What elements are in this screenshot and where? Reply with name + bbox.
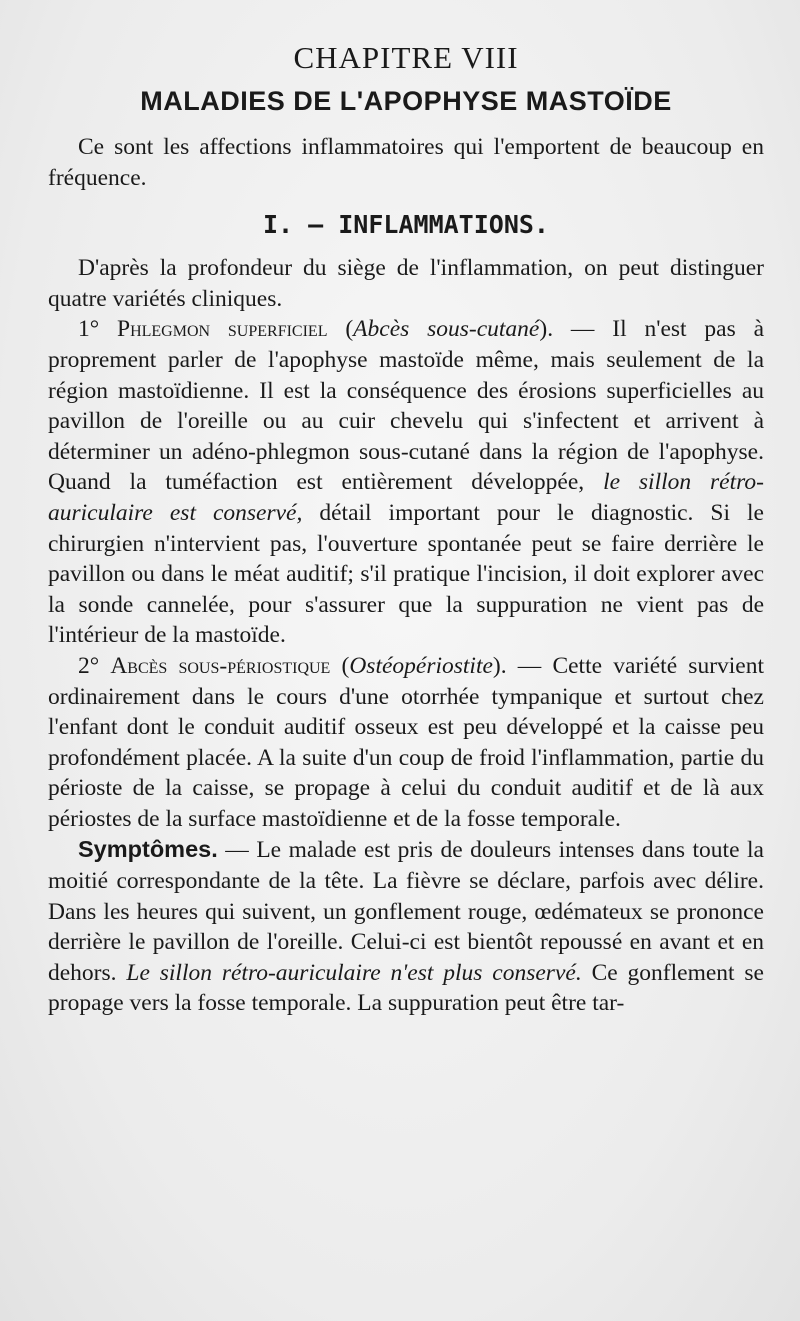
paragraph-varieties: D'après la profondeur du siège de l'inflammation, on peut distinguer quatre variétés cliniques. [48, 255, 764, 312]
chapter-title: MALADIES DE L'APOPHYSE MASTOÏDE [140, 86, 672, 116]
body-text: Cette variété survient ordinairement dans le cours d'une otorrhée tympanique et surtout chez l'enfant dont le conduit auditif osseux est peu développé et la caisse peu profondément placée. A la suite d'un coup de froid l'inflammation, partie du périoste de la caisse, se propage à celui du conduit auditif et de là aux périostes de la surface mastoïdienne et de la fosse temporale. [48, 652, 765, 832]
section-heading: I. — INFLAMMATIONS. [263, 210, 549, 240]
body-text: détail important pour le diagnostic. Si le chirurgien n'intervient pas, l'ouverture spontanée peut se faire derrière le pavillon ou dans le méat auditif; s'il pratique l'incision, il doit explorer avec la sonde cannelée, pour s'assurer que la suppuration ne vient pas de l'intérieur de la mastoïde. [48, 499, 764, 649]
intro-paragraph: Ce sont les affections inflammatoires qui l'emportent de beaucoup en fréquence. [48, 134, 764, 191]
emphasis-text: le sillon rétro-auriculaire est conservé, [48, 469, 764, 526]
paragraph-phlegmon [48, 314, 764, 651]
chapter-heading: CHAPITRE VIII [293, 40, 519, 75]
item-number: 2° [78, 652, 111, 679]
body-text: Il n'est pas à proprement parler de l'apophyse mastoïde même, mais seulement de la région mastoïdienne. Il est la conséquence des érosions superficielles au pavillon de l'oreille ou au cuir chevelu qui s'infectent et arrivent à déterminer un adéno-phlegmon sous-cutané dans la région de l'apophyse. Quand la tuméfaction est entièrement développée, [48, 316, 764, 496]
punct: ). — [539, 316, 613, 343]
item-subtitle: Ostéopériostite [349, 652, 493, 679]
punct: ). — [492, 652, 553, 679]
punct: ( [330, 652, 350, 679]
emphasis-text: Le sillon rétro-auriculaire n'est plus conservé. [126, 959, 582, 986]
body-text: Ce gonflement se propage vers la fosse temporale. La suppuration peut être tar- [48, 959, 764, 1017]
paragraph-abces [48, 651, 764, 835]
paragraph-symptomes [48, 834, 764, 1019]
punct: ( [327, 316, 354, 343]
item-heading: Phlegmon superficiel [117, 316, 328, 343]
item-subtitle: Abcès sous-cutané [353, 316, 540, 343]
body-text: — Le malade est pris de douleurs intenses dans toute la moitié correspondante de la tête. La fièvre se déclare, parfois avec délire. Dans les heures qui suivent, un gonflement rouge, œdémateux se prononce derrière le pavillon de l'oreille. Celui-ci est bientôt repoussé en avant et en dehors. [48, 837, 764, 986]
subheading-symptomes: Symptômes. [78, 836, 218, 863]
item-number: 1° [78, 316, 117, 343]
item-heading: Abcès sous-périostique [110, 652, 331, 679]
